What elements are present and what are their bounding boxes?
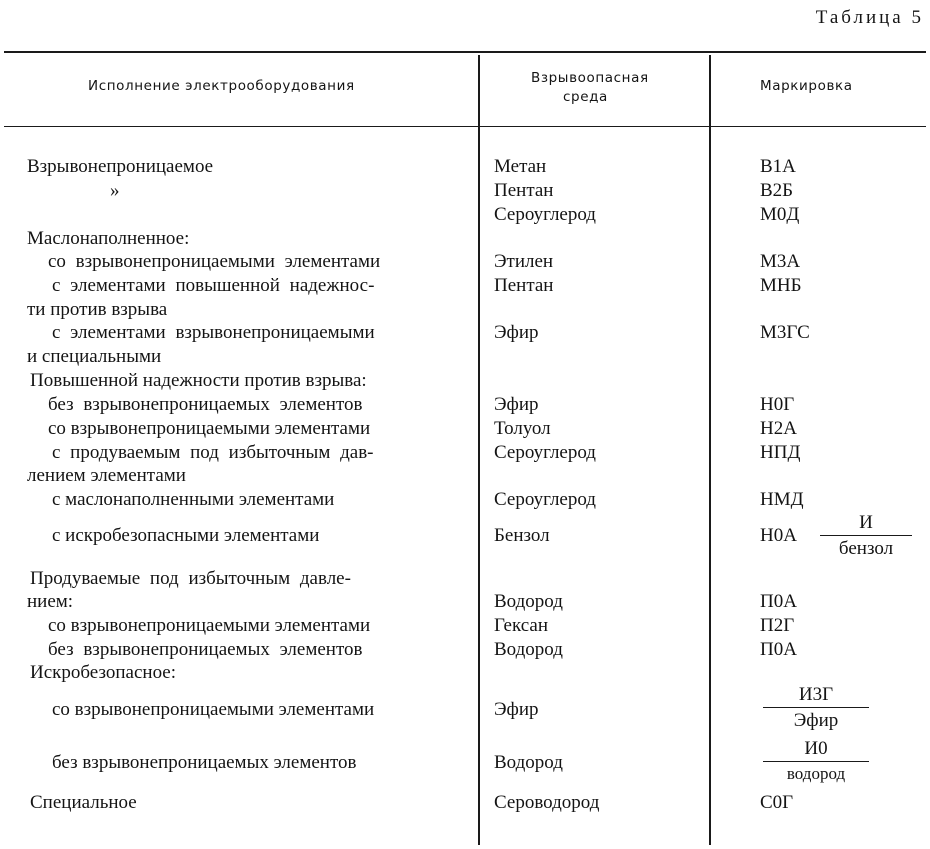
equipment-cell: без взрывонепроницаемых элементов [52,752,357,773]
marking-cell: П2Г [760,615,795,636]
medium-cell: Эфир [494,699,539,720]
column-divider-1 [478,55,480,845]
equipment-cell: ти против взрыва [27,299,168,320]
fraction-numerator: И0 [804,738,828,759]
fraction-denominator: Эфир [763,707,869,732]
fraction-denominator: водород [763,761,869,784]
equipment-cell: с элементами повышенной надежнос- [52,275,375,296]
medium-cell: Пентан [494,180,554,201]
medium-cell: Толуол [494,418,551,439]
equipment-cell: и специальными [27,346,162,367]
marking-cell: С0Г [760,792,794,813]
fraction-benzol [820,512,912,560]
equipment-cell: лением элементами [27,465,186,486]
top-rule [4,51,926,53]
medium-cell: Пентан [494,275,554,296]
marking-cell: НМД [760,489,804,510]
equipment-cell: » [110,180,120,201]
column-divider-2 [709,55,711,845]
equipment-cell: Искробезопасное: [30,662,177,683]
equipment-cell: с искробезопасными элементами [52,525,320,546]
medium-cell: Водород [494,591,563,612]
marking-cell: В2Б [760,180,794,201]
medium-cell: Сероводород [494,792,600,813]
header-rule [4,126,926,127]
equipment-cell: Маслонаполненное: [27,228,190,249]
equipment-cell: с продуваемым под избыточным дав- [52,442,374,463]
medium-cell: Гексан [494,615,548,636]
marking-cell: М3А [760,251,801,272]
equipment-cell: с маслонаполненными элементами [52,489,335,510]
equipment-cell: Специальное [30,792,137,813]
equipment-cell: со взрывонепроницаемыми элементами [48,251,381,272]
medium-cell: Водород [494,639,563,660]
medium-cell: Метан [494,156,547,177]
header-col2-line2: среда [563,89,608,105]
fraction-numerator: И3Г [798,684,834,705]
fraction-denominator: бензол [820,535,912,560]
fraction-numerator: И [859,512,873,533]
medium-cell: Бензол [494,525,550,546]
table-title: Таблица 5 [815,7,924,28]
equipment-cell: со взрывонепроницаемыми элементами [52,699,375,720]
medium-cell: Этилен [494,251,554,272]
medium-cell: Сероуглерод [494,489,596,510]
marking-cell: П0А [760,591,797,612]
marking-cell: Н0Г [760,394,795,415]
header-col2-line1: Взрывоопасная [531,70,649,86]
equipment-cell: без взрывонепроницаемых элементов [48,639,363,660]
equipment-cell: Взрывонепроницаемое [27,156,214,177]
marking-cell: МНБ [760,275,802,296]
fraction-efir [763,684,869,732]
header-col3: Маркировка [760,78,853,94]
equipment-cell: Повышенной надежности против взрыва: [30,370,367,391]
marking-cell: НПД [760,442,801,463]
equipment-cell: нием: [27,591,74,612]
equipment-cell: со взрывонепроницаемыми элементами [48,615,371,636]
marking-cell: Н0А [760,525,797,546]
medium-cell: Водород [494,752,563,773]
medium-cell: Эфир [494,322,539,343]
fraction-vodorod [763,738,869,784]
marking-cell: Н2А [760,418,797,439]
medium-cell: Сероуглерод [494,442,596,463]
marking-cell: В1А [760,156,796,177]
marking-cell: М3ГС [760,322,810,343]
equipment-cell: с элементами взрывонепроницаемыми [52,322,375,343]
equipment-cell: без взрывонепроницаемых элементов [48,394,363,415]
header-col1: Исполнение электрооборудования [88,78,355,94]
equipment-cell: Продуваемые под избыточным давле- [30,568,351,589]
medium-cell: Сероуглерод [494,204,596,225]
medium-cell: Эфир [494,394,539,415]
marking-cell: М0Д [760,204,800,225]
marking-cell: П0А [760,639,797,660]
equipment-cell: со взрывонепроницаемыми элементами [48,418,371,439]
